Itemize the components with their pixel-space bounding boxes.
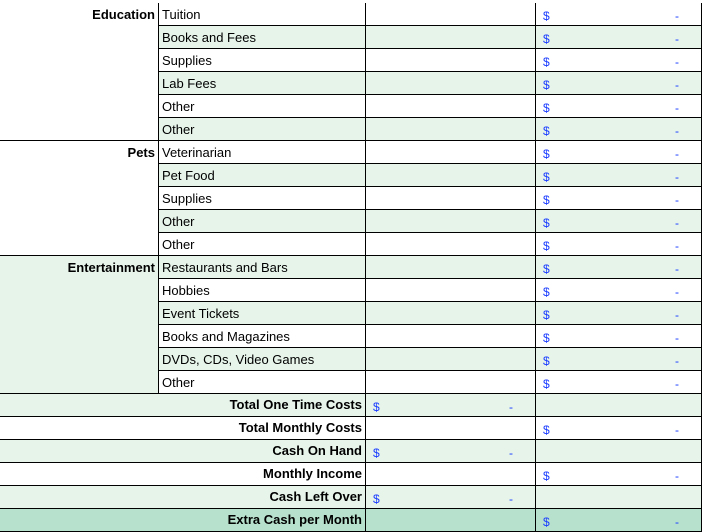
zero-value: - [675,216,679,230]
summary-monthly-value[interactable] [536,509,702,532]
currency-symbol: $ [543,147,550,161]
zero-value: - [675,262,679,276]
summary-one-time-empty[interactable] [366,463,536,486]
summary-one-time-value[interactable] [366,394,536,417]
expense-item[interactable]: Other [159,233,366,256]
zero-value: - [675,515,679,529]
monthly-cost-cell[interactable] [536,256,702,279]
zero-value: - [675,423,679,437]
zero-value: - [675,193,679,207]
one-time-cost-cell[interactable] [366,233,536,256]
one-time-cost-cell[interactable] [366,118,536,141]
summary-monthly-empty[interactable] [536,394,702,417]
one-time-cost-cell[interactable] [366,164,536,187]
zero-value: - [675,377,679,391]
currency-symbol: $ [543,32,550,46]
expense-item[interactable]: Books and Fees [159,26,366,49]
zero-value: - [675,354,679,368]
currency-symbol: $ [373,492,380,506]
zero-value: - [675,78,679,92]
currency-symbol: $ [373,446,380,460]
expense-item[interactable]: Other [159,371,366,394]
monthly-cost-cell[interactable] [536,26,702,49]
monthly-cost-cell[interactable] [536,348,702,371]
monthly-cost-cell[interactable] [536,302,702,325]
currency-symbol: $ [543,377,550,391]
currency-symbol: $ [543,239,550,253]
currency-symbol: $ [373,400,380,414]
one-time-cost-cell[interactable] [366,26,536,49]
summary-monthly-empty[interactable] [536,486,702,509]
zero-value: - [675,147,679,161]
zero-value: - [675,124,679,138]
monthly-cost-cell[interactable] [536,325,702,348]
monthly-cost-cell[interactable] [536,141,702,164]
expense-item[interactable]: Lab Fees [159,72,366,95]
zero-value: - [675,55,679,69]
summary-one-time-value[interactable] [366,440,536,463]
category-label-education: Education [5,3,159,141]
summary-label: Extra Cash per Month [5,509,366,532]
monthly-cost-cell[interactable] [536,118,702,141]
expense-item[interactable]: Hobbies [159,279,366,302]
zero-value: - [509,446,513,460]
expense-item[interactable]: Event Tickets [159,302,366,325]
summary-one-time-empty[interactable] [366,509,536,532]
currency-symbol: $ [543,101,550,115]
expense-item[interactable]: DVDs, CDs, Video Games [159,348,366,371]
expense-item[interactable]: Pet Food [159,164,366,187]
monthly-cost-cell[interactable] [536,210,702,233]
currency-symbol: $ [543,124,550,138]
summary-label: Cash On Hand [5,440,366,463]
summary-one-time-value[interactable] [366,486,536,509]
one-time-cost-cell[interactable] [366,3,536,26]
one-time-cost-cell[interactable] [366,256,536,279]
zero-value: - [509,400,513,414]
monthly-cost-cell[interactable] [536,164,702,187]
one-time-cost-cell[interactable] [366,371,536,394]
monthly-cost-cell[interactable] [536,187,702,210]
one-time-cost-cell[interactable] [366,325,536,348]
one-time-cost-cell[interactable] [366,279,536,302]
currency-symbol: $ [543,55,550,69]
zero-value: - [675,239,679,253]
summary-label: Cash Left Over [5,486,366,509]
one-time-cost-cell[interactable] [366,348,536,371]
one-time-cost-cell[interactable] [366,302,536,325]
one-time-cost-cell[interactable] [366,72,536,95]
expense-item[interactable]: Tuition [159,3,366,26]
summary-monthly-empty[interactable] [536,440,702,463]
zero-value: - [509,492,513,506]
expense-item[interactable]: Other [159,118,366,141]
currency-symbol: $ [543,515,550,529]
zero-value: - [675,308,679,322]
expense-item[interactable]: Supplies [159,187,366,210]
summary-monthly-value[interactable] [536,417,702,440]
currency-symbol: $ [543,423,550,437]
summary-monthly-value[interactable] [536,463,702,486]
monthly-cost-cell[interactable] [536,279,702,302]
zero-value: - [675,331,679,345]
one-time-cost-cell[interactable] [366,95,536,118]
monthly-cost-cell[interactable] [536,3,702,26]
one-time-cost-cell[interactable] [366,49,536,72]
summary-one-time-empty[interactable] [366,417,536,440]
zero-value: - [675,9,679,23]
currency-symbol: $ [543,170,550,184]
monthly-cost-cell[interactable] [536,233,702,256]
monthly-cost-cell[interactable] [536,95,702,118]
expense-item[interactable]: Restaurants and Bars [159,256,366,279]
currency-symbol: $ [543,331,550,345]
category-label-pets: Pets [5,141,159,256]
currency-symbol: $ [543,193,550,207]
expense-item[interactable]: Other [159,95,366,118]
currency-symbol: $ [543,9,550,23]
one-time-cost-cell[interactable] [366,210,536,233]
one-time-cost-cell[interactable] [366,141,536,164]
monthly-cost-cell[interactable] [536,49,702,72]
zero-value: - [675,170,679,184]
one-time-cost-cell[interactable] [366,187,536,210]
currency-symbol: $ [543,78,550,92]
zero-value: - [675,101,679,115]
zero-value: - [675,285,679,299]
summary-label: Total One Time Costs [5,394,366,417]
expense-item[interactable]: Supplies [159,49,366,72]
category-label-entertainment: Entertainment [5,256,159,394]
expense-item[interactable]: Other [159,210,366,233]
monthly-cost-cell[interactable] [536,72,702,95]
currency-symbol: $ [543,262,550,276]
currency-symbol: $ [543,469,550,483]
monthly-cost-cell[interactable] [536,371,702,394]
currency-symbol: $ [543,354,550,368]
currency-symbol: $ [543,308,550,322]
currency-symbol: $ [543,285,550,299]
zero-value: - [675,32,679,46]
expense-item[interactable]: Books and Magazines [159,325,366,348]
currency-symbol: $ [543,216,550,230]
summary-label: Monthly Income [5,463,366,486]
expense-item[interactable]: Veterinarian [159,141,366,164]
zero-value: - [675,469,679,483]
summary-label: Total Monthly Costs [5,417,366,440]
